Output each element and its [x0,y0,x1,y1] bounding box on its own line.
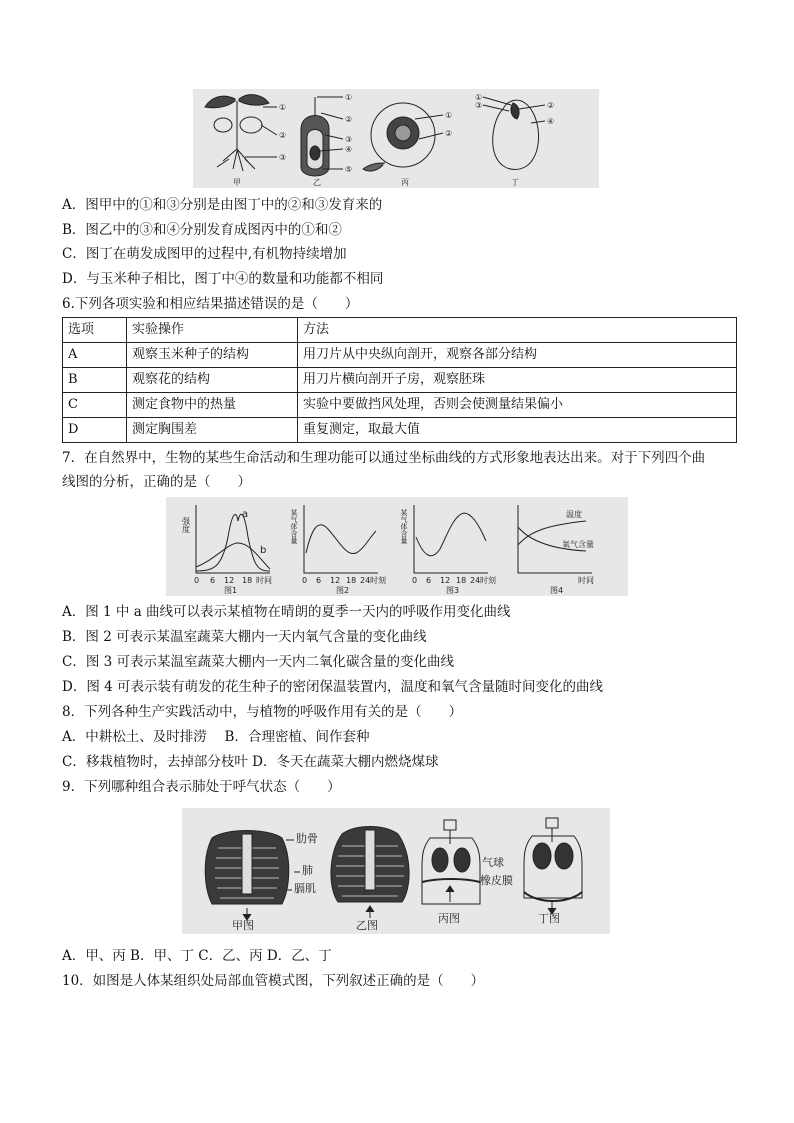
table-cell: 重复测定，取最大值 [298,418,737,443]
q8-options-ab: A．中耕松土、及时排涝 B．合理密植、间作套种 [62,729,370,745]
seedling-jia [205,95,277,171]
fig-label-yi: 乙 [313,178,321,187]
svg-text:④: ④ [345,145,353,154]
breathing-model-figure [182,808,610,934]
g3-ylabel: 某气体含量 [400,509,408,544]
q9-stem: 9．下列哪种组合表示肺处于呼气状态（ ） [62,779,341,795]
q7-option-b: B．图 2 可表示某温室蔬菜大棚内一天内氧气含量的变化曲线 [62,629,427,645]
table-cell: 用刀片横向剖开子房，观察胚珠 [298,368,737,393]
g2-xtick: 12 [330,576,341,585]
q9-answer-options: A．甲、丙 B．甲、丁 C．乙、丙 D．乙、丁 [62,948,332,964]
g4-title: 图4 [550,586,564,595]
g3-xlabel: 时刻 [480,576,496,585]
svg-text:②: ② [279,131,287,140]
g1-xtick: 18 [242,576,253,585]
q7-option-d: D．图 4 可表示装有萌发的花生种子的密闭保温装置内，温度和氧气含量随时间变化的曲线 [62,679,603,695]
q8-options-cd: C．移栽植物时，去掉部分枝叶 D．冬天在蔬菜大棚内燃烧煤球 [62,754,439,770]
table-header-row [63,318,737,343]
svg-text:①: ① [475,93,483,102]
svg-text:①: ① [279,103,287,112]
q6-table [62,317,737,443]
q7-option-a: A．图 1 中 a 曲线可以表示某植物在晴朗的夏季一天内的呼吸作用变化曲线 [62,604,511,620]
table-cell: 实验中要做挡风处理，否则会使测量结果偏小 [298,393,737,418]
g2-xtick: 0 [302,576,308,585]
curve-graphs-figure [166,497,628,596]
table-row [63,343,737,368]
g4-label-oxygen: 氧气含量 [562,540,594,549]
svg-text:②: ② [547,101,555,110]
g3-axes [414,505,488,573]
q6-stem: 6.下列各项实验和相应结果描述错误的是（ ） [62,296,359,312]
breathing-model-drawing [182,808,610,934]
fig-label-jia: 甲 [233,178,241,187]
g1-curve-a [196,514,270,571]
table-header-cell: 方法 [298,318,737,343]
ribcage-jia [205,831,289,921]
table-cell: 测定胸围差 [127,418,298,443]
curve-graphs-drawing [166,497,628,596]
svg-text:③: ③ [279,153,287,162]
ovary-yi [301,97,343,176]
bean-seed-ding [483,97,545,170]
table-header-cell: 选项 [63,318,127,343]
caption-ding: 丁图 [538,912,560,925]
svg-text:③: ③ [475,101,483,110]
svg-text:②: ② [345,115,353,124]
caption-jia: 甲图 [232,919,254,932]
table-cell: 观察花的结构 [127,368,298,393]
table-row [63,418,737,443]
seed-structure-drawing [193,89,599,188]
g1-xlabel: 时间 [256,576,272,585]
q7-option-c: C．图 3 可表示某温室蔬菜大棚内一天内二氧化碳含量的变化曲线 [62,654,455,670]
q8-stem: 8．下列各种生产实践活动中，与植物的呼吸作用有关的是（ ） [62,704,463,720]
g1-label-b: b [260,545,267,556]
table-cell: D [63,418,127,443]
fruit-bing [363,103,443,171]
g1-ylabel: 强度 [181,517,191,533]
g1-title: 图1 [224,586,238,595]
q5-option-d: D．与玉米种子相比，图丁中④的数量和功能都不相同 [62,271,384,287]
g2-xtick: 24 [360,576,371,585]
caption-yi: 乙图 [356,919,378,932]
g2-axes [304,505,378,573]
table-header-cell: 实验操作 [127,318,298,343]
g1-xtick: 0 [194,576,200,585]
g1-curve-b [196,543,270,569]
rubber-membrane-label: 橡皮膜 [480,874,513,887]
g1-xtick: 12 [224,576,235,585]
q5-option-c: C．图丁在萌发成图甲的过程中,有机物持续增加 [62,246,347,262]
g2-curve [306,525,376,554]
g3-xtick: 18 [456,576,467,585]
bell-jar-bing [422,820,480,904]
g3-curve [416,513,486,556]
g2-xlabel: 时刻 [370,576,386,585]
ribcage-yi [331,827,409,919]
g3-xtick: 24 [470,576,481,585]
q5-option-b: B．图乙中的③和④分别发育成图丙中的①和② [62,222,342,238]
g4-xlabel: 时间 [578,576,594,585]
g1-label-a: a [242,509,249,520]
q7-stem-line2: 线图的分析，正确的是（ ） [62,474,251,490]
table-cell: 测定食物中的热量 [127,393,298,418]
bell-jar-ding [524,818,582,914]
svg-text:④: ④ [547,117,555,126]
caption-bing: 丙图 [438,912,460,925]
svg-text:②: ② [445,129,453,138]
q7-stem-line1: 7．在自然界中，生物的某些生命活动和生理功能可以通过坐标曲线的方式形象地表达出来。对于下列四个曲 [62,450,706,466]
g2-xtick: 6 [316,576,322,585]
q5-option-a: A．图甲中的①和③分别是由图丁中的②和③发育来的 [62,197,383,213]
diaphragm-label: 膈肌 [294,882,316,895]
g3-xtick: 0 [412,576,418,585]
table-cell: 用刀片从中央纵向剖开，观察各部分结构 [298,343,737,368]
table-cell: A [63,343,127,368]
svg-text:①: ① [345,93,353,102]
g3-title: 图3 [446,586,460,595]
g4-label-temperature: 温度 [566,510,582,519]
table-cell: 观察玉米种子的结构 [127,343,298,368]
g1-axes [196,505,270,573]
q10-stem: 10．如图是人体某组织处局部血管模式图，下列叙述正确的是（ ） [62,973,485,989]
table-cell: B [63,368,127,393]
table-cell: C [63,393,127,418]
svg-text:③: ③ [345,135,353,144]
g2-title: 图2 [336,586,350,595]
fig-label-bing: 丙 [401,178,409,187]
fig-label-ding: 丁 [511,178,519,187]
g2-ylabel: 某气体含量 [290,509,298,544]
g2-xtick: 18 [346,576,357,585]
svg-text:①: ① [445,111,453,120]
rib-label: 肋骨 [296,832,318,845]
balloon-label: 气球 [482,856,504,869]
lung-label: 肺 [302,864,313,877]
g3-xtick: 12 [440,576,451,585]
svg-text:⑤: ⑤ [345,165,353,174]
seed-structure-figure [193,89,599,188]
g3-xtick: 6 [426,576,432,585]
g1-xtick: 6 [210,576,216,585]
table-row [63,393,737,418]
table-row [63,368,737,393]
